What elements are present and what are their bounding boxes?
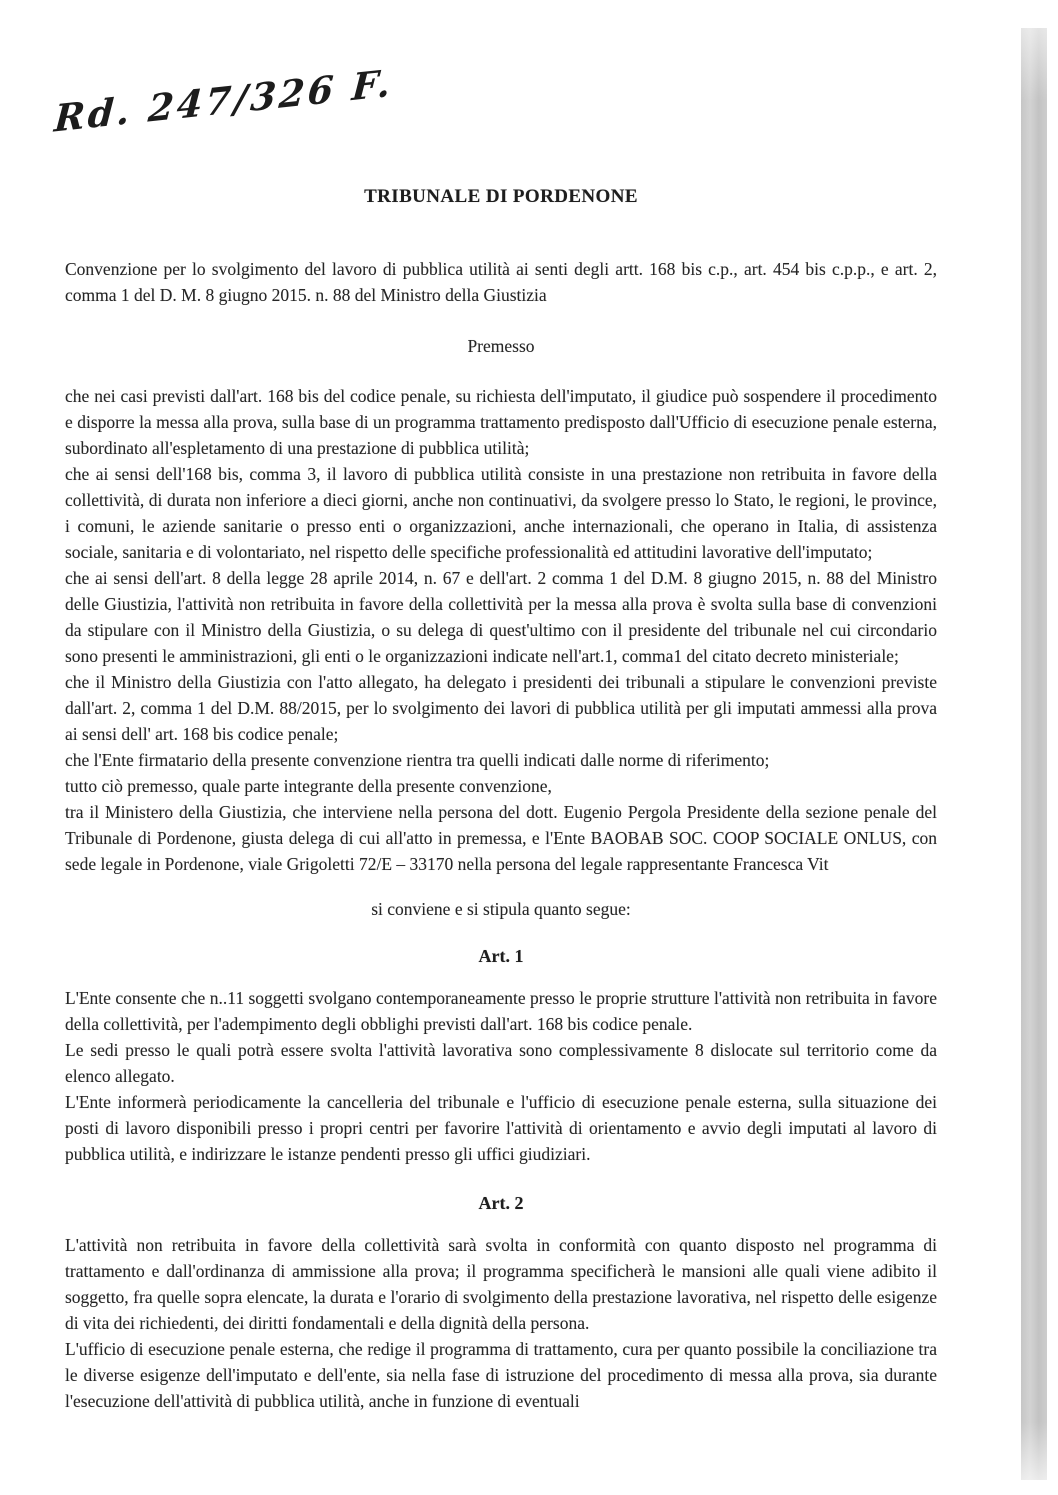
- article-1-paragraph: L'Ente informerà periodicamente la cancelleria del tribunale e l'ufficio di esecuzione penale esterna, sulla situazione dei posti di lavoro disponibili presso i propri centri per favorire l'attività di orientamento e avvio degli imputati al lavoro di pubblica utilità, e indirizzare le istanze pendenti presso gli uffici giudiziari.: [65, 1092, 937, 1164]
- article-2-paragraph: L'ufficio di esecuzione penale esterna, che redige il programma di trattamento, cura per quanto possibile la conciliazione tra le diverse esigenze dell'imputato e dell'ente, sia nella fase di istruzione del procedimento di messa alla prova, sia durante l'esecuzione dell'attività di pubblica utilità, anche in funzione di eventuali: [65, 1339, 937, 1411]
- article-1-paragraph: Le sedi presso le quali potrà essere svolta l'attività lavorativa sono complessivamente 8 dislocate sul territorio come da elenco allegato.: [65, 1040, 937, 1086]
- intro-paragraph: Convenzione per lo svolgimento del lavoro di pubblica utilità ai senti degli artt. 168 bis c.p., art. 454 bis c.p.p., e art. 2, comma 1 del D. M. 8 giugno 2015. n. 88 del Ministro della Giustizia: [65, 259, 937, 305]
- premesso-heading: Premesso: [467, 336, 535, 356]
- premesso-clause: che ai sensi dell'art. 8 della legge 28 aprile 2014, n. 67 e dell'art. 2 comma 1 del D.M. 8 giugno 2015, n. 88 del Ministro delle Giustizia, l'attività non retribuita in favore della collettività per la messa alla prova è svolta sulla base di convenzioni da stipulare con il Ministro della Giustizia, o su delega di quest'ultimo con il presidente del tribunale nel cui circondario sono presenti le amministrazioni, gli enti o le organizzazioni indicate nell'art.1, comma1 del citato decreto ministeriale;: [65, 568, 937, 666]
- scan-shadow-band: [1021, 28, 1047, 1480]
- document-title: TRIBUNALE DI PORDENONE: [364, 186, 638, 207]
- article-2-body: [65, 1232, 937, 1414]
- document-content: [65, 0, 937, 1414]
- premesso-clause: che nei casi previsti dall'art. 168 bis del codice penale, su richiesta dell'imputato, il giudice può sospendere il procedimento e disporre la messa alla prova, sulla base di un programma trattamento predisposto dall'Ufficio di esecuzione penale esterna, subordinato all'espletamento di una prestazione di pubblica utilità;: [65, 386, 937, 458]
- premesso-clause: che ai sensi dell'168 bis, comma 3, il lavoro di pubblica utilità consiste in una prestazione non retribuita in favore della collettività, di durata non inferiore a dieci giorni, anche non continuativi, da svolgere presso lo Stato, le regioni, le province, i comuni, le aziende sanitarie o presso enti o organizzazioni, anche internazionali, che operano in Italia, di assistenza sociale, sanitaria e di volontariato, nel rispetto delle specifiche professionalità ed attitudini lavorative dell'imputato;: [65, 464, 937, 562]
- premesso-clause: tra il Ministero della Giustizia, che interviene nella persona del dott. Eugenio Pergola Presidente della sezione penale del Tribunale di Pordenone, giusta delega di cui all'atto in premessa, e l'Ente BAOBAB SOC. COOP SOCIALE ONLUS, con sede legale in Pordenone, viale Grigoletti 72/E – 33170 nella persona del legale rappresentante Francesca Vit: [65, 802, 937, 874]
- article-2-heading: Art. 2: [478, 1193, 524, 1213]
- article-1-body: [65, 985, 937, 1167]
- article-2-paragraph: L'attività non retribuita in favore della collettività sarà svolta in conformità con quanto disposto nel programma di trattamento e dall'ordinanza di ammissione alla prova; il programma specificherà le mansioni alle quali viene adibito il soggetto, fra quelle sopra elencate, la durata e l'orario di svolgimento della prestazione lavorativa, nel rispetto delle esigenze di vita dei richiedenti, dei diritti fondamentali e della dignità della persona.: [65, 1235, 937, 1333]
- handwritten-annotation: Rd. 247/326 F.: [52, 60, 395, 141]
- article-1-heading: Art. 1: [478, 946, 524, 966]
- stipulation-line: si conviene e si stipula quanto segue:: [371, 899, 631, 919]
- premesso-clause: che l'Ente firmatario della presente convenzione rientra tra quelli indicati dalle norme di riferimento;: [65, 750, 770, 770]
- premesso-clause: tutto ciò premesso, quale parte integrante della presente convenzione,: [65, 776, 552, 796]
- article-1-paragraph: L'Ente consente che n..11 soggetti svolgano contemporaneamente presso le proprie strutture l'attività non retribuita in favore della collettività, per l'adempimento degli obblighi previsti dall'art. 168 bis codice penale.: [65, 988, 937, 1034]
- premesso-clause: che il Ministro della Giustizia con l'atto allegato, ha delegato i presidenti dei tribunali a stipulare le convenzioni previste dall'art. 2, comma 1 del D.M. 88/2015, per lo svolgimento dei lavori di pubblica utilità per gli imputati ammessi alla prova ai sensi dell' art. 168 bis codice penale;: [65, 672, 937, 744]
- premesso-body: [65, 383, 937, 877]
